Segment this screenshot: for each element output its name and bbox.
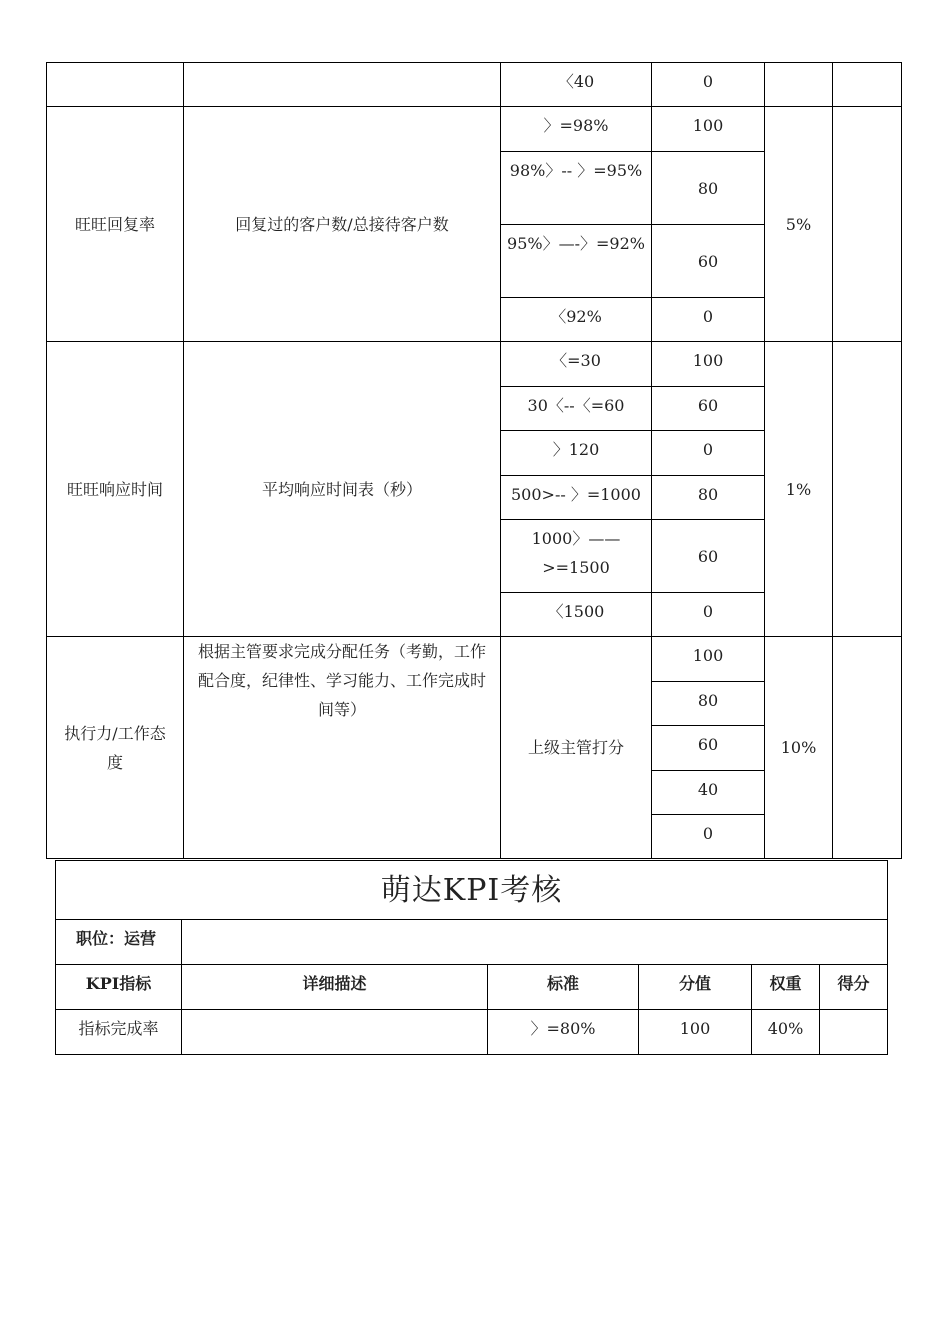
header-standard: 标准: [488, 965, 639, 1010]
result-cell: [820, 1010, 888, 1055]
description-cell: [182, 1010, 488, 1055]
kpi-assessment-table: [55, 860, 888, 1055]
score-cell: 80: [652, 682, 765, 726]
standard-cell: 98%〉-- 〉=95%: [501, 152, 652, 225]
standard-cell: 30〈--〈=60: [501, 387, 652, 431]
standard-cell: 500>-- 〉=1000: [501, 476, 652, 520]
header-result: 得分: [820, 965, 888, 1010]
indicator-cell: 旺旺回复率: [47, 107, 184, 342]
header-weight: 权重: [752, 965, 820, 1010]
score-cell: 60: [652, 225, 765, 298]
standard-cell: 〈1500: [501, 593, 652, 637]
score-cell: 60: [652, 387, 765, 431]
score-cell: 0: [652, 431, 765, 476]
standard-cell: 95%〉—-〉=92%: [501, 225, 652, 298]
header-kpi: KPI指标: [56, 965, 182, 1010]
result-cell: [833, 342, 902, 637]
header-description: 详细描述: [182, 965, 488, 1010]
table-row: [47, 342, 902, 387]
header-row: [56, 965, 888, 1010]
score-cell: 80: [652, 152, 765, 225]
position-row: [56, 920, 888, 965]
score-cell: 100: [639, 1010, 752, 1055]
indicator-cell: 执行力/工作态度: [47, 637, 184, 859]
standard-cell: 〈=30: [501, 342, 652, 387]
indicator-cell: [47, 63, 184, 107]
weight-cell: 1%: [765, 342, 833, 637]
score-cell: 0: [652, 815, 765, 859]
score-cell: 60: [652, 520, 765, 593]
kpi-detail-table: [46, 62, 902, 859]
indicator-cell: 旺旺响应时间: [47, 342, 184, 637]
standard-cell: 〈40: [501, 63, 652, 107]
table-row: [47, 637, 902, 682]
score-cell: 100: [652, 637, 765, 682]
standard-cell: 1000〉—— >=1500: [501, 520, 652, 593]
weight-cell: 40%: [752, 1010, 820, 1055]
table-row: [47, 63, 902, 107]
description-cell: 回复过的客户数/总接待客户数: [184, 107, 501, 342]
position-value-cell: [182, 920, 888, 965]
weight-cell: 5%: [765, 107, 833, 342]
position-label: 职位：运营: [56, 920, 182, 965]
score-cell: 60: [652, 726, 765, 771]
score-cell: 0: [652, 63, 765, 107]
result-cell: [833, 637, 902, 859]
description-cell: 平均响应时间表（秒）: [184, 342, 501, 637]
title-row: [56, 861, 888, 920]
score-cell: 0: [652, 298, 765, 342]
standard-cell: 〉120: [501, 431, 652, 476]
weight-cell: 10%: [765, 637, 833, 859]
result-cell: [833, 63, 902, 107]
standard-cell: 〉=80%: [488, 1010, 639, 1055]
page-title: 萌达KPI考核: [56, 861, 888, 920]
standard-cell: 〉=98%: [501, 107, 652, 152]
score-cell: 100: [652, 107, 765, 152]
score-cell: 80: [652, 476, 765, 520]
score-cell: 40: [652, 771, 765, 815]
table-row: [56, 1010, 888, 1055]
indicator-cell: 指标完成率: [56, 1010, 182, 1055]
weight-cell: [765, 63, 833, 107]
description-cell: [184, 63, 501, 107]
score-cell: 100: [652, 342, 765, 387]
result-cell: [833, 107, 902, 342]
header-score: 分值: [639, 965, 752, 1010]
table-row: [47, 107, 902, 152]
score-cell: 0: [652, 593, 765, 637]
standard-cell: 〈92%: [501, 298, 652, 342]
standard-cell: 上级主管打分: [501, 637, 652, 859]
description-cell: 根据主管要求完成分配任务（考勤，工作配合度，纪律性、学习能力、工作完成时间等）: [184, 637, 501, 859]
